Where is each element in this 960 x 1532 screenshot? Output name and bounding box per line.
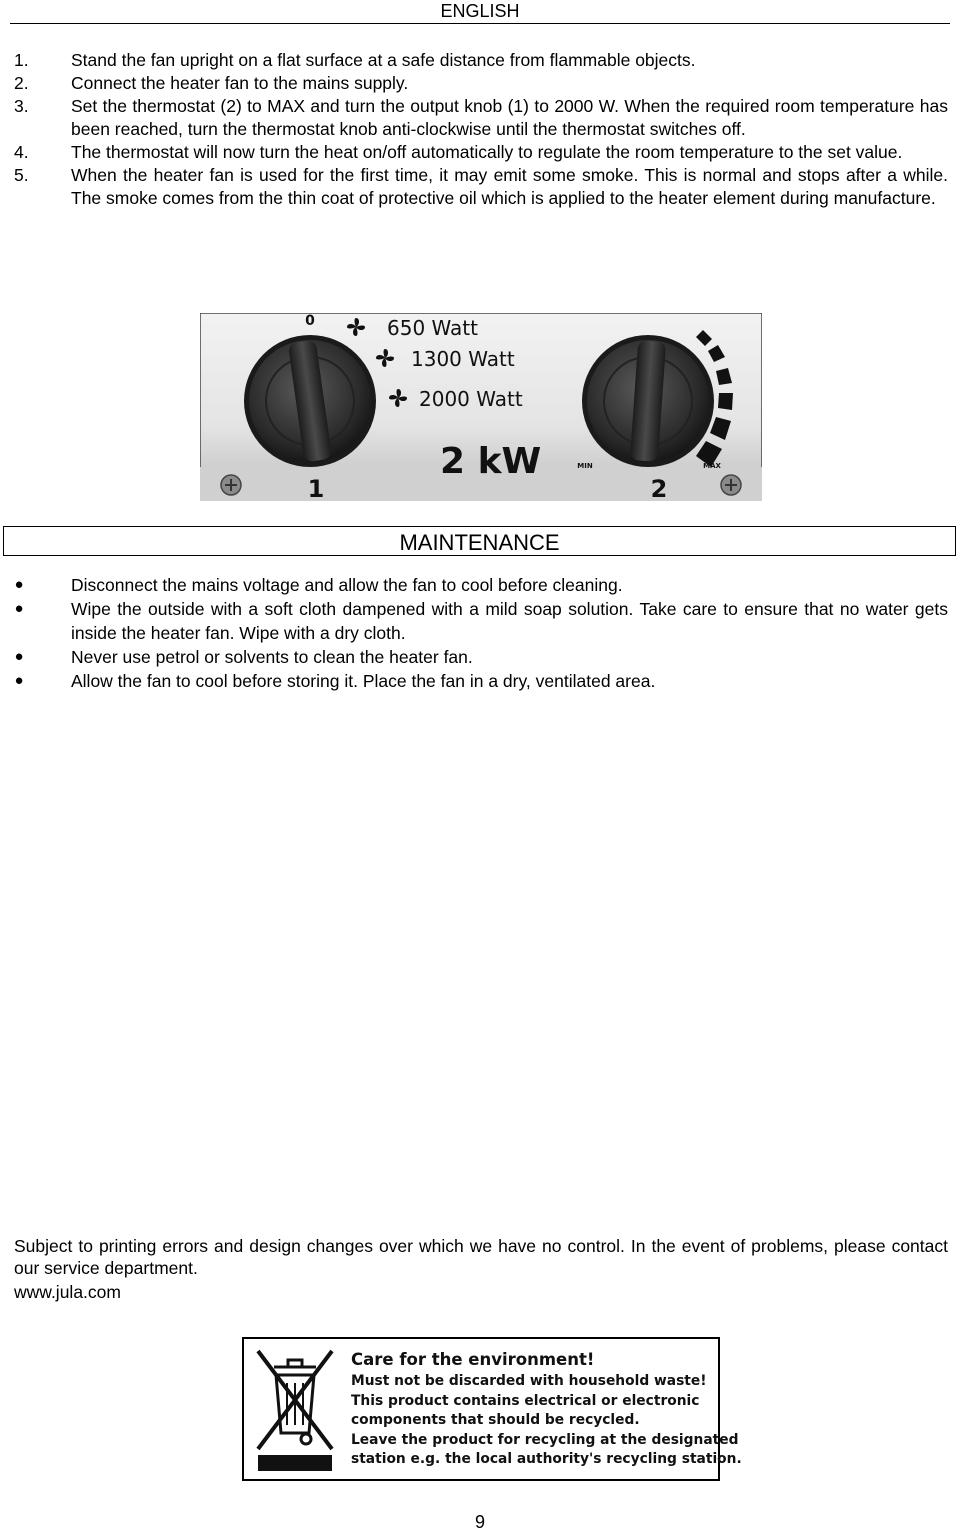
step-number: 3. bbox=[14, 96, 29, 116]
list-item-text: Never use petrol or solvents to clean the heater fan. bbox=[71, 647, 473, 667]
thermostat-knob[interactable] bbox=[582, 335, 714, 467]
environment-line: station e.g. the local authority's recycling station. bbox=[351, 1451, 742, 1467]
instruction-steps bbox=[14, 49, 948, 210]
maintenance-list bbox=[14, 573, 948, 693]
power-rating: 2 kW bbox=[440, 441, 542, 482]
output-knob[interactable] bbox=[244, 335, 376, 467]
maintenance-title: MAINTENANCE bbox=[399, 530, 560, 555]
step-text: When the heater fan is used for the first time, it may emit some smoke. This is normal and stops after a while. The smoke comes from the thin coat of protective oil which is applied to the heater element during manufacture. bbox=[71, 165, 948, 208]
step-item bbox=[14, 72, 948, 95]
max-label: MAX bbox=[703, 462, 721, 470]
step-text: The thermostat will now turn the heat on/off automatically to regulate the room temperature to the set value. bbox=[71, 142, 903, 162]
step-item bbox=[14, 95, 948, 141]
bullet-icon: ● bbox=[14, 600, 24, 617]
environment-line: This product contains electrical or electronic bbox=[351, 1392, 700, 1409]
setting-label-650: 650 Watt bbox=[387, 316, 478, 340]
page-number: 9 bbox=[474, 1512, 485, 1532]
environment-text bbox=[351, 1349, 742, 1470]
heater-control-panel bbox=[200, 313, 762, 501]
list-item bbox=[14, 573, 948, 597]
header-divider bbox=[10, 23, 950, 24]
step-number: 1. bbox=[14, 50, 29, 70]
step-text: Set the thermostat (2) to MAX and turn the output knob (1) to 2000 W. When the required room temperature has been reached, turn the thermostat knob anti-clockwise until the thermostat switches off. bbox=[71, 96, 948, 139]
list-item-text: Disconnect the mains voltage and allow the fan to cool before cleaning. bbox=[71, 575, 623, 595]
list-item bbox=[14, 597, 948, 645]
step-text: Connect the heater fan to the mains supply. bbox=[71, 73, 409, 93]
list-item-text: Allow the fan to cool before storing it. Place the fan in a dry, ventilated area. bbox=[71, 671, 656, 691]
zero-mark: 0 bbox=[305, 313, 315, 329]
bullet-icon: ● bbox=[14, 672, 24, 689]
step-item bbox=[14, 164, 948, 210]
step-number: 4. bbox=[14, 142, 29, 162]
crossed-bin-icon bbox=[250, 1345, 340, 1473]
screw-icon bbox=[221, 475, 241, 495]
environment-line: Leave the product for recycling at the designated bbox=[351, 1431, 739, 1448]
environment-line: components that should be recycled. bbox=[351, 1412, 640, 1428]
bullet-icon: ● bbox=[14, 648, 24, 665]
step-item bbox=[14, 49, 948, 72]
list-item-text: Wipe the outside with a soft cloth dampened with a mild soap solution. Take care to ensure that no water gets inside the heater fan. Wipe with a dry cloth. bbox=[71, 599, 948, 643]
min-label: MIN bbox=[577, 462, 593, 470]
list-item bbox=[14, 645, 948, 669]
bullet-icon: ● bbox=[14, 576, 24, 593]
maintenance-heading-box bbox=[3, 526, 956, 556]
step-item bbox=[14, 141, 948, 164]
knob-2-label: 2 bbox=[650, 475, 668, 501]
step-number: 5. bbox=[14, 165, 29, 185]
website-link[interactable]: www.jula.com bbox=[14, 1282, 121, 1302]
knob-1-label: 1 bbox=[307, 475, 325, 501]
setting-label-2000: 2000 Watt bbox=[419, 387, 523, 411]
screw-icon bbox=[721, 475, 741, 495]
environment-heading: Care for the environment! bbox=[351, 1350, 595, 1369]
setting-label-1300: 1300 Watt bbox=[411, 347, 515, 371]
environment-line: Must not be discarded with household waste! bbox=[351, 1373, 707, 1389]
disclaimer-text: Subject to printing errors and design changes over which we have no control. In the event of problems, please contact our service department. bbox=[14, 1236, 948, 1278]
header-language: ENGLISH bbox=[440, 1, 520, 21]
environment-notice bbox=[242, 1337, 742, 1481]
list-item bbox=[14, 669, 948, 693]
step-text: Stand the fan upright on a flat surface at a safe distance from flammable objects. bbox=[71, 50, 696, 70]
step-number: 2. bbox=[14, 73, 29, 93]
